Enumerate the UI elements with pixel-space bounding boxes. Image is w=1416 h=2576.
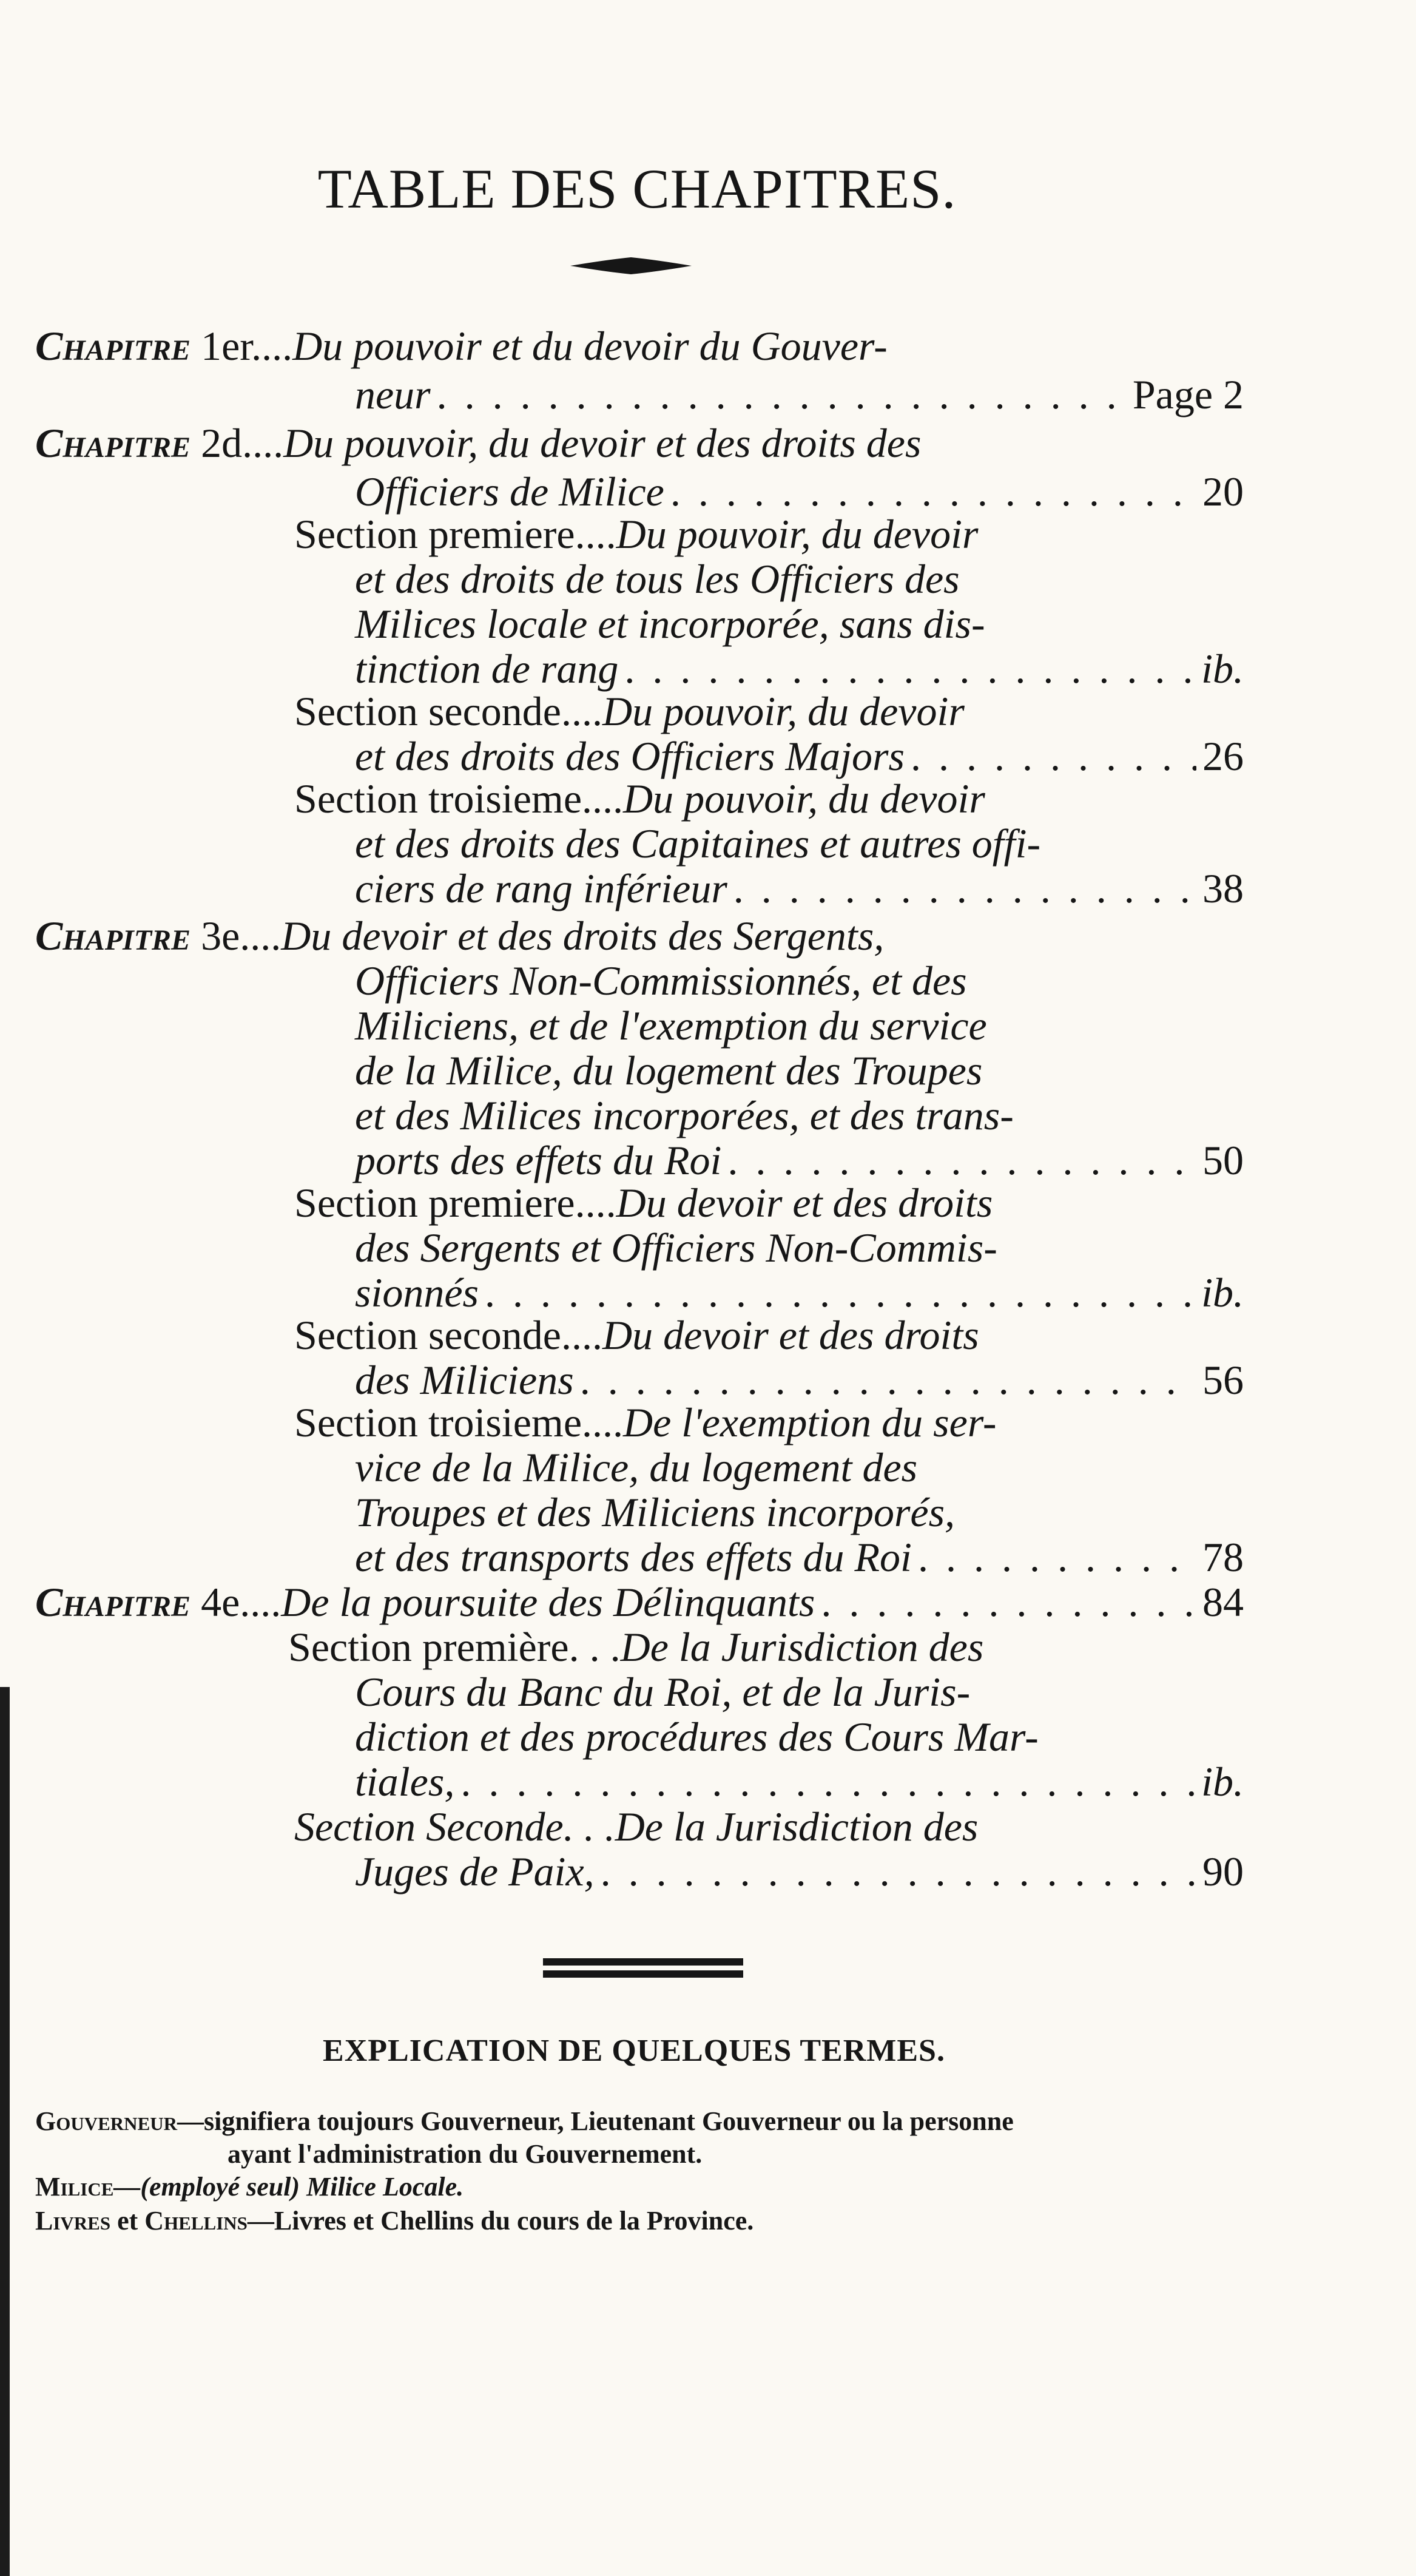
toc-chapter-title-cont: Officiers de Milice xyxy=(355,468,664,515)
toc-chapter-2-line1 xyxy=(35,418,1067,468)
toc-section-line: Juges de Paix, . . . 90 xyxy=(355,1846,1244,1897)
explication-title: EXPLICATION DE QUELQUES TERMES. xyxy=(323,2033,945,2068)
definition-text: —signifiera toujours Gouverneur, Lieutenant Gouverneur ou la personne xyxy=(177,2106,1014,2136)
toc-section-line: et des transports des effets du Roi . . . 78 xyxy=(355,1532,1244,1583)
toc-page-number: ib. xyxy=(1201,1759,1244,1805)
toc-section-line: tiales, . . . ib. xyxy=(355,1756,1244,1807)
toc-page-number: 84 xyxy=(1202,1579,1244,1625)
definition-term: Milice xyxy=(35,2172,114,2202)
toc-chapter-number: 1er.... xyxy=(201,323,293,369)
toc-section-label: Section premiere.... xyxy=(294,511,616,557)
toc-section-label: Section première. . . xyxy=(288,1624,621,1670)
toc-section-line: des Miliciens . . . 56 xyxy=(355,1354,1244,1405)
page-title: TABLE DES CHAPITRES. xyxy=(317,158,957,220)
definition-term: Gouverneur xyxy=(35,2106,178,2136)
toc-chapter-number: 4e.... xyxy=(201,1579,282,1625)
toc-chapter-label: Chapitre xyxy=(35,420,191,466)
definition-gouverneur xyxy=(35,2106,1014,2137)
double-rule-divider-icon xyxy=(543,1957,743,1979)
toc-chapter-line: ports des effets du Roi . . . 50 xyxy=(355,1135,1244,1186)
toc-section-line: Section Seconde. . . De la Jurisdiction des xyxy=(294,1801,978,1852)
toc-section-line: Section premiere.... Du devoir et des droits xyxy=(294,1177,993,1228)
toc-section-label: Section troisieme.... xyxy=(294,1399,624,1445)
toc-section-line: et des droits de tous les Officiers des xyxy=(355,556,960,602)
toc-chapter-title: Du pouvoir, du devoir et des droits des xyxy=(283,420,922,466)
toc-section-line: Troupes et des Miliciens incorporés, xyxy=(355,1489,956,1535)
toc-leader-dots xyxy=(821,1577,1196,1628)
toc-page-number: 26 xyxy=(1202,733,1244,779)
definition-milice xyxy=(35,2171,464,2202)
toc-section-label: Section seconde.... xyxy=(294,1312,602,1358)
toc-leader-dots xyxy=(437,369,1127,420)
toc-page-number: 78 xyxy=(1202,1534,1244,1580)
toc-chapter-label: Chapitre xyxy=(35,323,191,369)
toc-section-label: Section seconde.... xyxy=(294,688,602,734)
toc-leader-dots xyxy=(460,1756,1195,1807)
toc-chapter-line: et des Milices incorporées, et des trans- xyxy=(355,1092,1014,1138)
toc-section-line: Cours du Banc du Roi, et de la Juris- xyxy=(355,1669,971,1715)
toc-chapter-4-line1: Chapitre 4e.... De la poursuite des Délinquants . . . 84 xyxy=(35,1577,1244,1628)
definition-livres: Livres et Chellins—Livres et Chellins du cours de la Province. xyxy=(35,2206,754,2236)
toc-leader-dots xyxy=(601,1846,1196,1897)
toc-page-number: ib. xyxy=(1201,1269,1244,1316)
toc-chapter-number: 2d.... xyxy=(201,420,284,466)
toc-section-line: Section première. . . De la Jurisdiction des xyxy=(288,1621,983,1672)
toc-page-number: 50 xyxy=(1202,1137,1244,1183)
toc-section-line: sionnés . . . ib. xyxy=(355,1267,1244,1318)
toc-chapter-title-cont: neur xyxy=(355,371,431,418)
definition-text: —Livres et Chellins du cours de la Province. xyxy=(247,2206,754,2236)
toc-chapter-line: Officiers Non-Commissionnés, et des xyxy=(355,958,967,1004)
toc-chapter-1-line2 xyxy=(355,369,1244,420)
toc-section-line: Section troisieme.... Du pouvoir, du devoir xyxy=(294,773,985,824)
toc-chapter-title: Du pouvoir et du devoir du Gouver- xyxy=(292,323,888,369)
toc-page-number: 38 xyxy=(1202,865,1244,911)
toc-chapter-3-line1: Chapitre 3e.... Du devoir et des droits des Sergents, xyxy=(35,910,1067,961)
toc-chapter-line: de la Milice, du logement des Troupes xyxy=(355,1047,983,1094)
toc-page-number: 90 xyxy=(1202,1848,1244,1895)
definition-term: Chellins xyxy=(144,2206,248,2236)
toc-section-line: vice de la Milice, du logement des xyxy=(355,1444,918,1490)
toc-section-line: Milices locale et incorporée, sans dis- xyxy=(355,601,985,647)
toc-section-line: des Sergents et Officiers Non-Commis- xyxy=(355,1225,997,1271)
toc-chapter-number: 3e.... xyxy=(201,913,282,959)
toc-chapter-line: Miliciens, et de l'exemption du service xyxy=(355,1002,987,1049)
toc-page-number: ib. xyxy=(1201,646,1244,692)
toc-page-number: Page 2 xyxy=(1132,371,1244,418)
definition-gouverneur-cont: ayant l'administration du Gouvernement. xyxy=(228,2139,703,2169)
toc-section-line: et des droits des Officiers Majors . . . 26 xyxy=(355,731,1244,782)
toc-leader-dots xyxy=(733,863,1196,914)
toc-section-label: Section Seconde. . . xyxy=(294,1804,615,1850)
toc-section-line: tinction de rang . . . ib. xyxy=(355,643,1244,694)
toc-page-number: 56 xyxy=(1202,1357,1244,1403)
ornament-divider-icon xyxy=(570,254,692,278)
toc-page-number: 20 xyxy=(1202,468,1244,515)
toc-section-label: Section troisieme.... xyxy=(294,776,624,822)
toc-chapter-1-line1 xyxy=(35,320,1067,371)
toc-leader-dots xyxy=(918,1532,1196,1583)
toc-section-line: diction et des procédures des Cours Mar- xyxy=(355,1714,1039,1760)
definition-text: —(employé seul) Milice Locale. xyxy=(113,2172,464,2202)
toc-section-line: et des droits des Capitaines et autres offi- xyxy=(355,820,1041,867)
toc-chapter-label: Chapitre xyxy=(35,1579,191,1625)
definition-term: Livres xyxy=(35,2206,111,2236)
toc-section-line: ciers de rang inférieur . . . 38 xyxy=(355,863,1244,914)
toc-section-line: Section seconde.... Du devoir et des droits xyxy=(294,1310,979,1361)
toc-section-label: Section premiere.... xyxy=(294,1180,616,1226)
toc-chapter-label: Chapitre xyxy=(35,913,191,959)
toc-section-line: Section seconde.... Du pouvoir, du devoir xyxy=(294,686,965,737)
toc-section-line: Section troisieme.... De l'exemption du ser- xyxy=(294,1397,997,1448)
toc-section-line: Section premiere.... Du pouvoir, du devoir xyxy=(294,509,978,559)
page-edge-shadow xyxy=(0,1687,10,2576)
